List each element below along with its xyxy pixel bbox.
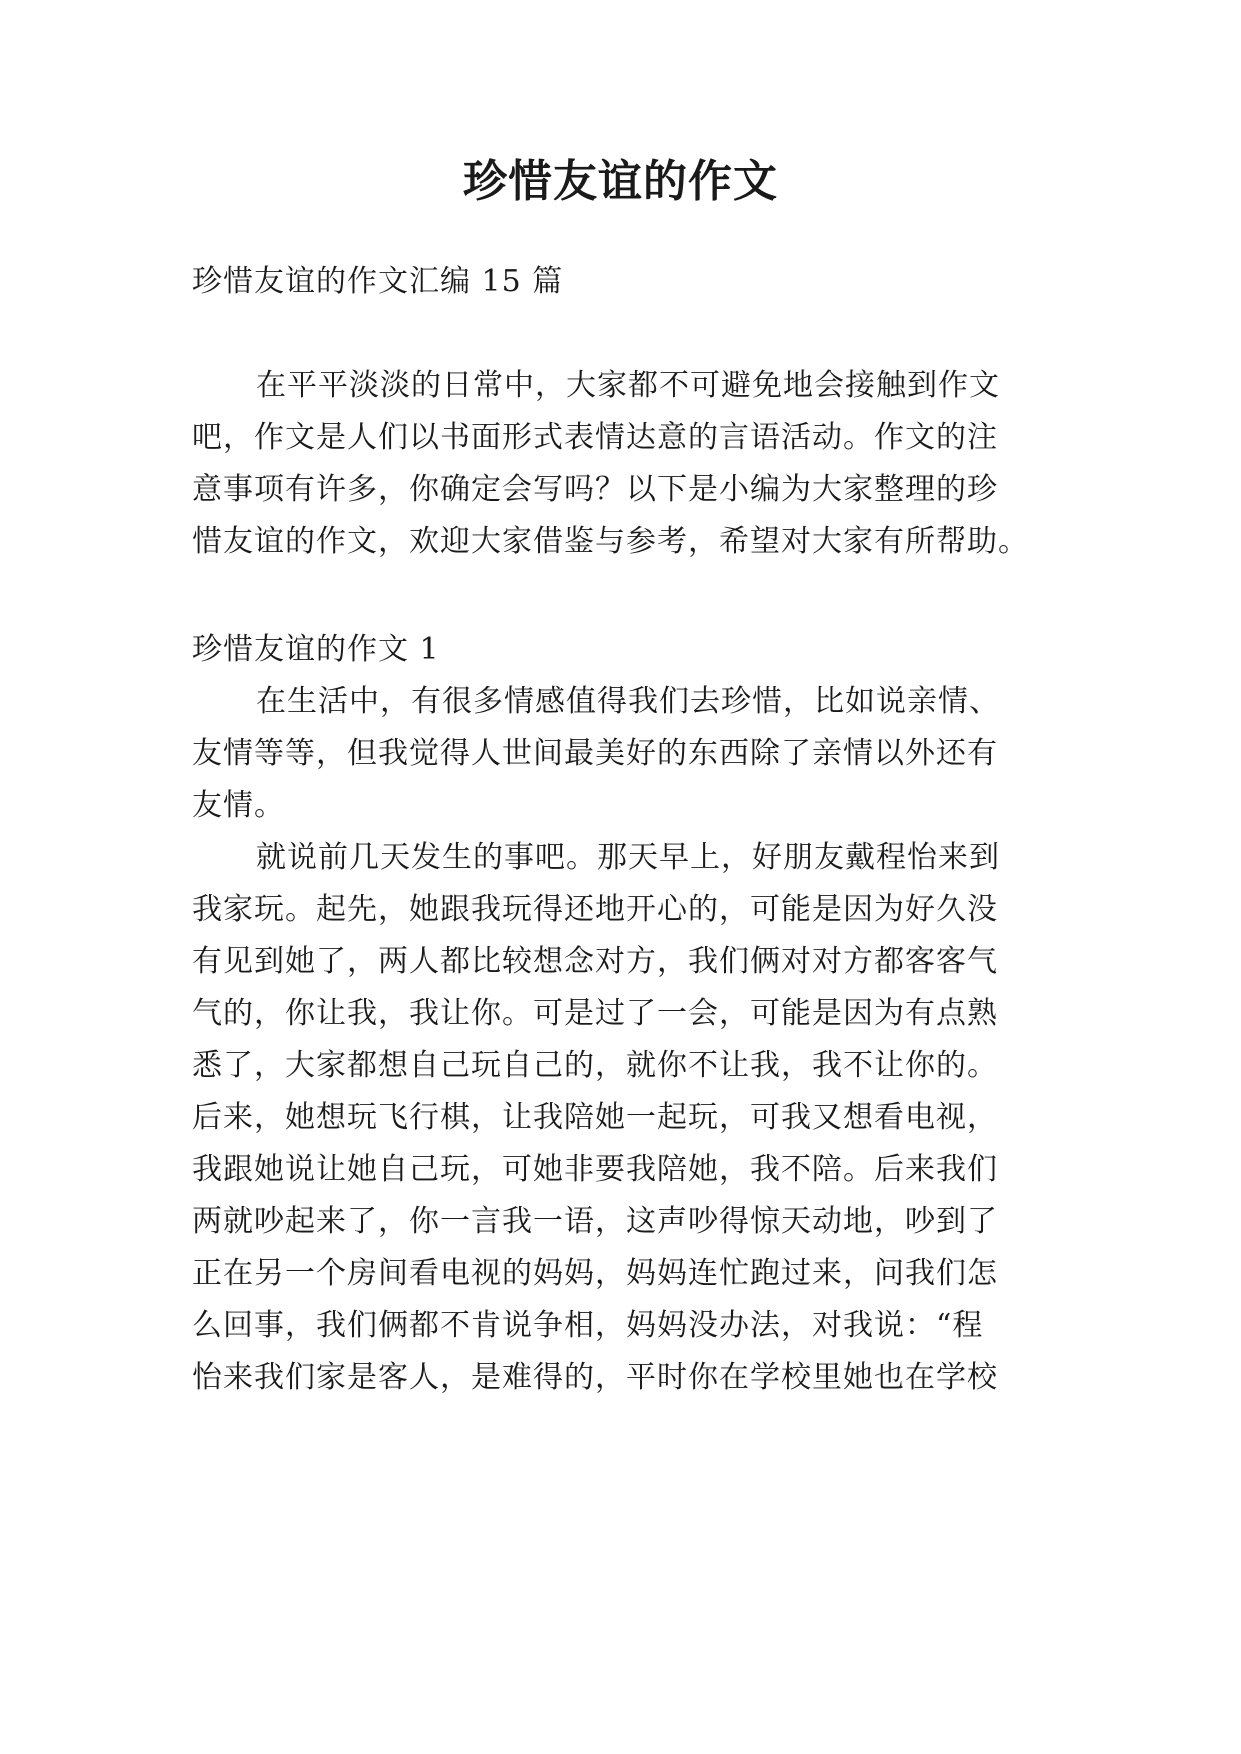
paragraph-line: 怡来我们家是客人，是难得的，平时你在学校里她也在学校 xyxy=(192,1360,998,1395)
intro-line: 惜友谊的作文，欢迎大家借鉴与参考，希望对大家有所帮助。 xyxy=(192,524,1029,559)
paragraph-line: 后来，她想玩飞行棋，让我陪她一起玩，可我又想看电视， xyxy=(192,1100,998,1135)
paragraph-line: 就说前几天发生的事吧。那天早上，好朋友戴程怡来到 xyxy=(256,840,1000,875)
document-subtitle: 珍惜友谊的作文汇编 15 篇 xyxy=(192,264,564,299)
intro-line: 意事项有许多，你确定会写吗？以下是小编为大家整理的珍 xyxy=(192,472,998,507)
paragraph-line: 悉了，大家都想自己玩自己的，就你不让我，我不让你的。 xyxy=(192,1048,998,1083)
paragraph-line: 在生活中，有很多情感值得我们去珍惜，比如说亲情、 xyxy=(256,684,1000,719)
intro-line: 在平平淡淡的日常中，大家都不可避免地会接触到作文 xyxy=(256,368,1000,403)
paragraph-line: 我家玩。起先，她跟我玩得还地开心的，可能是因为好久没 xyxy=(192,892,998,927)
intro-line: 吧，作文是人们以书面形式表情达意的言语活动。作文的注 xyxy=(192,420,998,455)
paragraph-line: 两就吵起来了，你一言我一语，这声吵得惊天动地，吵到了 xyxy=(192,1204,998,1239)
paragraph-line: 我跟她说让她自己玩，可她非要我陪她，我不陪。后来我们 xyxy=(192,1152,998,1187)
document-title: 珍惜友谊的作文 xyxy=(463,156,778,207)
paragraph-line: 正在另一个房间看电视的妈妈，妈妈连忙跑过来，问我们怎 xyxy=(192,1256,998,1291)
paragraph-line: 有见到她了，两人都比较想念对方，我们俩对对方都客客气 xyxy=(192,944,998,979)
section-heading: 珍惜友谊的作文 1 xyxy=(192,632,440,667)
paragraph-line: 气的，你让我，我让你。可是过了一会，可能是因为有点熟 xyxy=(192,996,998,1031)
paragraph-line: 么回事，我们俩都不肯说争相，妈妈没办法，对我说：“程 xyxy=(192,1308,984,1343)
paragraph-line: 友情等等，但我觉得人世间最美好的东西除了亲情以外还有 xyxy=(192,736,998,771)
paragraph-line: 友情。 xyxy=(192,788,285,823)
